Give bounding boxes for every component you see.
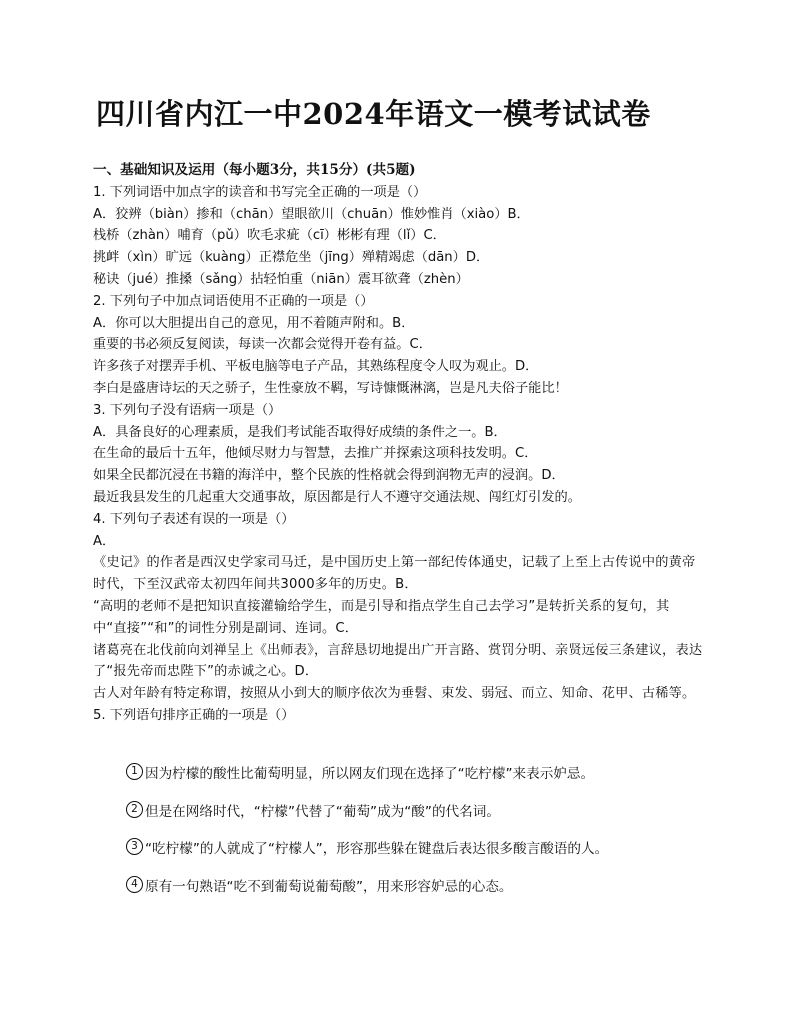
question-2-stem: 2. 下列句子中加点词语使用不正确的一项是（） (93, 293, 374, 309)
question-3-line: 最近我县发生的几起重大交通事故，原因都是行人不遵守交通法规、闯红灯引发的。 (93, 489, 581, 505)
page-title: 四川省内江一中2024年语文一模考试试卷 (96, 97, 651, 131)
question-1-line: 挑衅（xìn）旷远（kuàng）正襟危坐（jīng）殚精竭虑（dān）D． (93, 250, 490, 266)
question-1-stem: 1. 下列词语中加点字的读音和书写完全正确的一项是（） (93, 184, 427, 200)
question-1-line: 栈桥（zhàn）哺育（pǔ）吹毛求疵（cī）彬彬有理（lǐ）C． (93, 228, 446, 244)
circled-number: 3 (126, 838, 143, 855)
question-4-option: 《史记》的作者是西汉史学家司马迁，是中国历史上第一部纪传体通史，记载了上至上古传说中的黄帝时代，下至汉武帝太初四年间共3000多年的历史。B． (93, 555, 696, 593)
question-3-stem: 3. 下列句子没有语病一项是（） (93, 402, 282, 418)
ordering-item-text: 因为柠檬的酸性比葡萄明显，所以网友们现在选择了“吃柠檬”来表示妒忌。 (145, 766, 595, 782)
ordering-item-text: 但是在网络时代，“柠檬”代替了“葡萄”成为“酸”的代名词。 (145, 803, 500, 820)
circled-number: 4 (126, 876, 143, 893)
question-2-line: A．你可以大胆提出自己的意见，用不着随声附和。B． (93, 315, 415, 331)
question-body (93, 160, 703, 727)
circled-number: 2 (126, 801, 143, 818)
ordering-item (126, 762, 608, 800)
question-4-line: A． (93, 533, 116, 549)
ordering-item (126, 837, 608, 875)
question-4 (93, 509, 703, 705)
question-2-line: 重要的书必须反复阅读，每读一次都会觉得开卷有益。C． (93, 337, 432, 353)
question-5-stem: 5. 下列语句排序正确的一项是（） (93, 707, 295, 723)
question-5 (93, 705, 703, 727)
question-4-stem: 4. 下列句子表述有误的一项是（） (93, 511, 295, 527)
question-2-line: 许多孩子对摆弄手机、平板电脑等电子产品，其熟练程度令人叹为观止。D． (93, 359, 539, 375)
question-2-line: 李白是盛唐诗坛的天之骄子，生性豪放不羁，写诗慷慨淋漓，岂是凡夫俗子能比！ (93, 380, 568, 396)
question-4-option: 古人对年龄有特定称谓，按照从小到大的顺序依次为垂髫、束发、弱冠、而立、知命、花甲、古稀等。 (93, 686, 696, 702)
ordering-item (126, 875, 608, 913)
ordering-item-text: 原有一句熟语“吃不到葡萄说葡萄酸”，用来形容妒忌的心态。 (145, 878, 513, 895)
question-2 (93, 291, 703, 400)
question-1-line: 秘诀（jué）推搡（sǎng）拈轻怕重（niān）震耳欲聋（zhèn） (93, 271, 469, 287)
ordering-item (126, 800, 608, 838)
circled-number: 1 (126, 763, 143, 780)
question-3-line: A．具备良好的心理素质，是我们考试能否取得好成绩的条件之一。B． (93, 424, 507, 440)
question-1 (93, 182, 703, 291)
question-1-line: A．狡辨（biàn）掺和（chān）望眼欲川（chuān）惟妙惟肖（xiào）B． (93, 206, 530, 222)
question-3-line: 在生命的最后十五年，他倾尽财力与智慧，去推广并探索这项科技发明。C． (93, 446, 538, 462)
ordering-list (126, 762, 608, 912)
question-4-option: “高明的老师不是把知识直接灌输给学生，而是引导和指点学生自己去学习”是转折关系的复句，其中“直接”“和”的词性分别是副词、连词。C． (93, 598, 670, 636)
ordering-item-text: “吃柠檬”的人就成了“柠檬人”，形容那些躲在键盘后表达很多酸言酸语的人。 (145, 841, 609, 857)
section-heading: 一、基础知识及运用（每小题3分，共15分）(共5题) (93, 162, 416, 178)
question-4-option: 诸葛亮在北伐前向刘禅呈上《出师表》，言辞恳切地提出广开言路、赏罚分明、亲贤远佞三条建议，表达了“报先帝而忠陛下”的赤诚之心。D． (93, 642, 703, 680)
question-3 (93, 400, 703, 509)
question-3-line: 如果全民都沉浸在书籍的海洋中，整个民族的性格就会得到润物无声的浸润。D． (93, 468, 565, 484)
